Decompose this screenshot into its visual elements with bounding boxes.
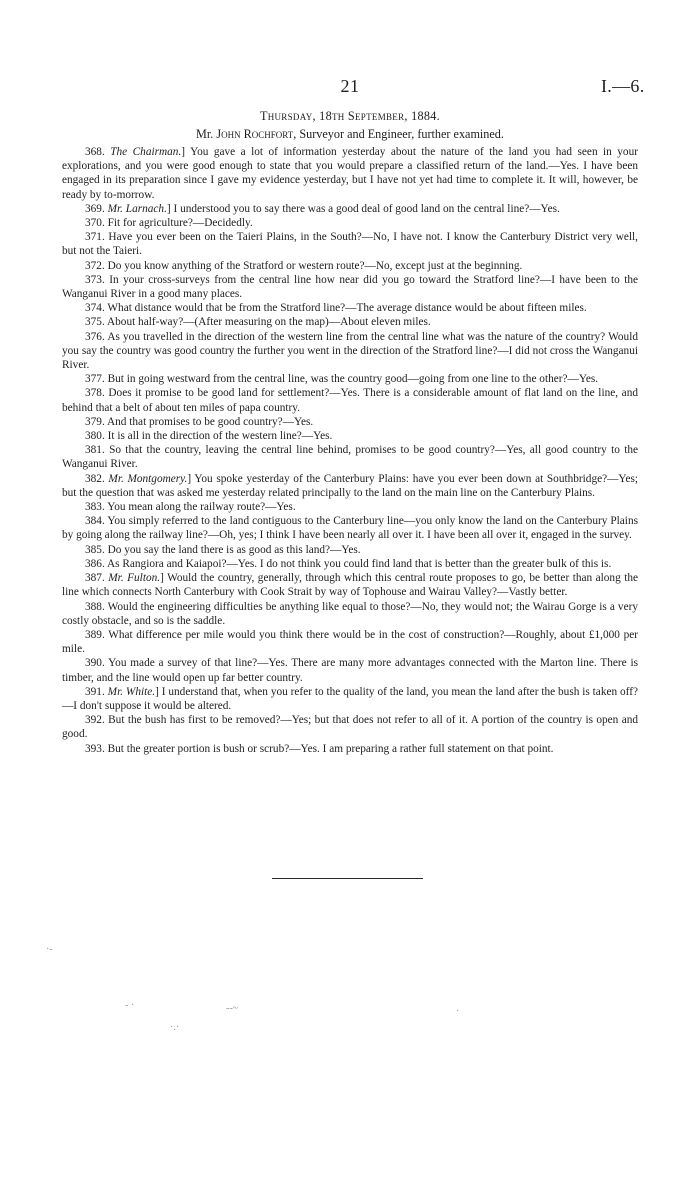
testimony-paragraph	[62, 656, 638, 684]
question-number: 380.	[85, 430, 108, 443]
witness-suffix: , Surveyor and Engineer, further examined.	[293, 127, 504, 141]
question-answer-text: ] I understand that, when you refer to the quality of the land, you mean the land after the bush is taken off?—I don't suppose it would be altered.	[62, 685, 638, 712]
scan-speck: ‑ ·	[125, 1000, 135, 1011]
question-answer-text: It is all in the direction of the western line?—Yes.	[107, 430, 333, 443]
question-number: 375.	[85, 316, 107, 329]
question-answer-text: Fit for agriculture?—Decidedly.	[107, 217, 253, 230]
question-answer-text: But the bush has first to be removed?—Yes; but that does not refer to all of it. A portion of the country is open and good.	[62, 714, 638, 741]
question-answer-text: Would the engineering difficulties be anything like equal to those?—No, they would not; the Wairau Gorge is a very costly obstacle, and so is the saddle.	[62, 600, 638, 627]
question-answer-text: What distance would that be from the Stratford line?—The average distance would be about fifteen miles.	[107, 302, 587, 315]
question-number: 368.	[85, 146, 111, 158]
question-answer-text: About half-way?—(After measuring on the map)—About eleven miles.	[106, 316, 431, 329]
scan-speck: ·	[456, 1006, 460, 1017]
question-answer-text: So that the country, leaving the central line behind, promises to be good country?—Yes, all good country to the Wanganui River.	[62, 444, 638, 471]
scan-speck: ·‑	[46, 944, 53, 955]
question-number: 386.	[85, 557, 107, 570]
question-number: 370.	[85, 217, 108, 230]
testimony-paragraph	[62, 259, 638, 273]
question-answer-text: But the greater portion is bush or scrub?—Yes. I am preparing a rather full statement on that point.	[107, 742, 554, 755]
question-answer-text: But in going westward from the central line, was the country good—going from one line to the other?—Yes.	[107, 373, 599, 386]
scan-speck: ‑‑~	[226, 1003, 239, 1014]
question-answer-text: And that promises to be good country?—Yes.	[106, 415, 314, 428]
testimony-paragraph	[62, 415, 638, 429]
question-answer-text: ] I understood you to say there was a good deal of good land on the central line?—Yes.	[166, 202, 560, 215]
question-number: 389.	[85, 628, 109, 641]
testimony-paragraph	[62, 273, 638, 301]
question-answer-text: As you travelled in the direction of the western line from the central line what was the nature of the country? Would you say the country was good country the further you went in the direction of the Stratford line?—I did not cross the Wanganui River.	[62, 330, 638, 372]
witness-prefix: Mr.	[196, 127, 217, 141]
question-number: 377.	[85, 373, 108, 386]
testimony-paragraph	[62, 145, 638, 202]
question-number: 381.	[85, 444, 110, 457]
speaker-name: Mr. Fulton.	[108, 572, 161, 585]
question-number: 388.	[85, 600, 108, 613]
question-number: 387.	[85, 572, 109, 585]
testimony-body	[62, 145, 638, 756]
testimony-paragraph	[62, 230, 638, 258]
question-number: 384.	[85, 515, 108, 528]
question-answer-text: As Rangiora and Kaiapoi?—Yes. I do not think you could find land that is better than the greater bulk of this is.	[106, 557, 612, 570]
testimony-paragraph	[62, 600, 638, 628]
testimony-paragraph	[62, 443, 638, 471]
speaker-name: The Chairman.	[110, 146, 182, 158]
closing-rule	[272, 878, 423, 879]
testimony-paragraph	[62, 372, 638, 386]
testimony-paragraph	[62, 543, 638, 557]
question-number: 390.	[85, 657, 109, 670]
testimony-paragraph	[62, 713, 638, 741]
question-answer-text: You mean along the railway route?—Yes.	[107, 501, 296, 514]
testimony-paragraph	[62, 685, 638, 713]
date-heading: Thursday, 18th September, 1884.	[259, 109, 441, 123]
witness-name: John Rochfort	[216, 127, 294, 141]
question-number: 392.	[85, 714, 109, 727]
question-number: 379.	[85, 415, 107, 428]
witness-heading	[0, 127, 700, 142]
question-number: 371.	[85, 231, 109, 244]
question-number: 378.	[85, 387, 109, 400]
speaker-name: Mr. Larnach.	[107, 202, 167, 215]
question-answer-text: You made a survey of that line?—Yes. There are many more advantages connected with the Marton line. There is timber, and the line would open up far better country.	[62, 657, 638, 684]
question-number: 385.	[85, 543, 108, 556]
testimony-paragraph	[62, 330, 638, 373]
testimony-paragraph	[62, 742, 638, 756]
testimony-paragraph	[62, 315, 638, 329]
scan-speck: ·.·	[170, 1022, 180, 1033]
question-number: 373.	[85, 273, 110, 286]
question-answer-text: ] You spoke yesterday of the Canterbury Plains: have you ever been down at Southbridge?—Yes; but the question that was asked me yesterday related principally to the land on the main line on the Canterbury Plains.	[62, 472, 638, 499]
testimony-paragraph	[62, 472, 638, 500]
testimony-paragraph	[62, 500, 638, 514]
question-answer-text: ] Would the country, generally, through which this central route proposes to go, be better than along the line which connects North Canterbury with Cook Strait by way of Tophouse and Wairau Valley?—Vastly better.	[62, 572, 639, 599]
question-answer-text: In your cross-surveys from the central line how near did you go toward the Stratford line?—I have been to the Wanganui River in a good many places.	[62, 273, 639, 301]
testimony-paragraph	[62, 386, 638, 414]
question-number: 383.	[85, 501, 108, 514]
page-number: 21	[340, 76, 360, 96]
question-number: 369.	[85, 202, 108, 215]
question-answer-text: Do you know anything of the Stratford or western route?—No, except just at the beginning.	[107, 259, 523, 272]
question-number: 376.	[85, 330, 108, 343]
speaker-name: Mr. White.	[107, 685, 156, 698]
question-number: 372.	[85, 259, 108, 272]
question-answer-text: Does it promise to be good land for settlement?—Yes. There is a considerable amount of flat land on the line, and behind that a belt of about ten miles of papa country.	[62, 387, 638, 414]
testimony-paragraph	[62, 571, 638, 599]
question-answer-text: You simply referred to the land contiguous to the Canterbury line—you only know the land on the Canterbury Plains by going along the railway line?—Oh, yes; I think I have been nearly all over it. I have been all over it, engaged in the survey.	[62, 515, 638, 542]
question-number: 393.	[85, 742, 108, 755]
testimony-paragraph	[62, 557, 638, 571]
question-answer-text: Have you ever been on the Taieri Plains, in the South?—No, I have not. I know the Canterbury District very well, but not the Taieri.	[62, 231, 638, 258]
testimony-paragraph	[62, 301, 638, 315]
question-answer-text: Do you say the land there is as good as this land?—Yes.	[107, 543, 361, 556]
testimony-paragraph	[62, 202, 638, 216]
testimony-paragraph	[62, 514, 638, 542]
testimony-paragraph	[62, 429, 638, 443]
question-number: 382.	[85, 472, 109, 485]
question-answer-text: ] You gave a lot of information yesterday about the nature of the land you had seen in your explorations, and you were good enough to state that you would prepare a classified return of the land.—Yes. I have been engaged in its preparation since I gave my evidence yesterday, but I have not yet had time to complete it. It will, however, be ready by to-morrow.	[62, 146, 638, 201]
speaker-name: Mr. Montgomery.	[108, 472, 188, 485]
document-reference: I.—6.	[601, 76, 645, 96]
testimony-paragraph	[62, 628, 638, 656]
question-answer-text: What difference per mile would you think there would be in the cost of construction?—Roughly, about £1,000 per mile.	[62, 628, 638, 656]
question-number: 374.	[85, 302, 108, 315]
question-number: 391.	[85, 685, 108, 698]
testimony-paragraph	[62, 216, 638, 230]
